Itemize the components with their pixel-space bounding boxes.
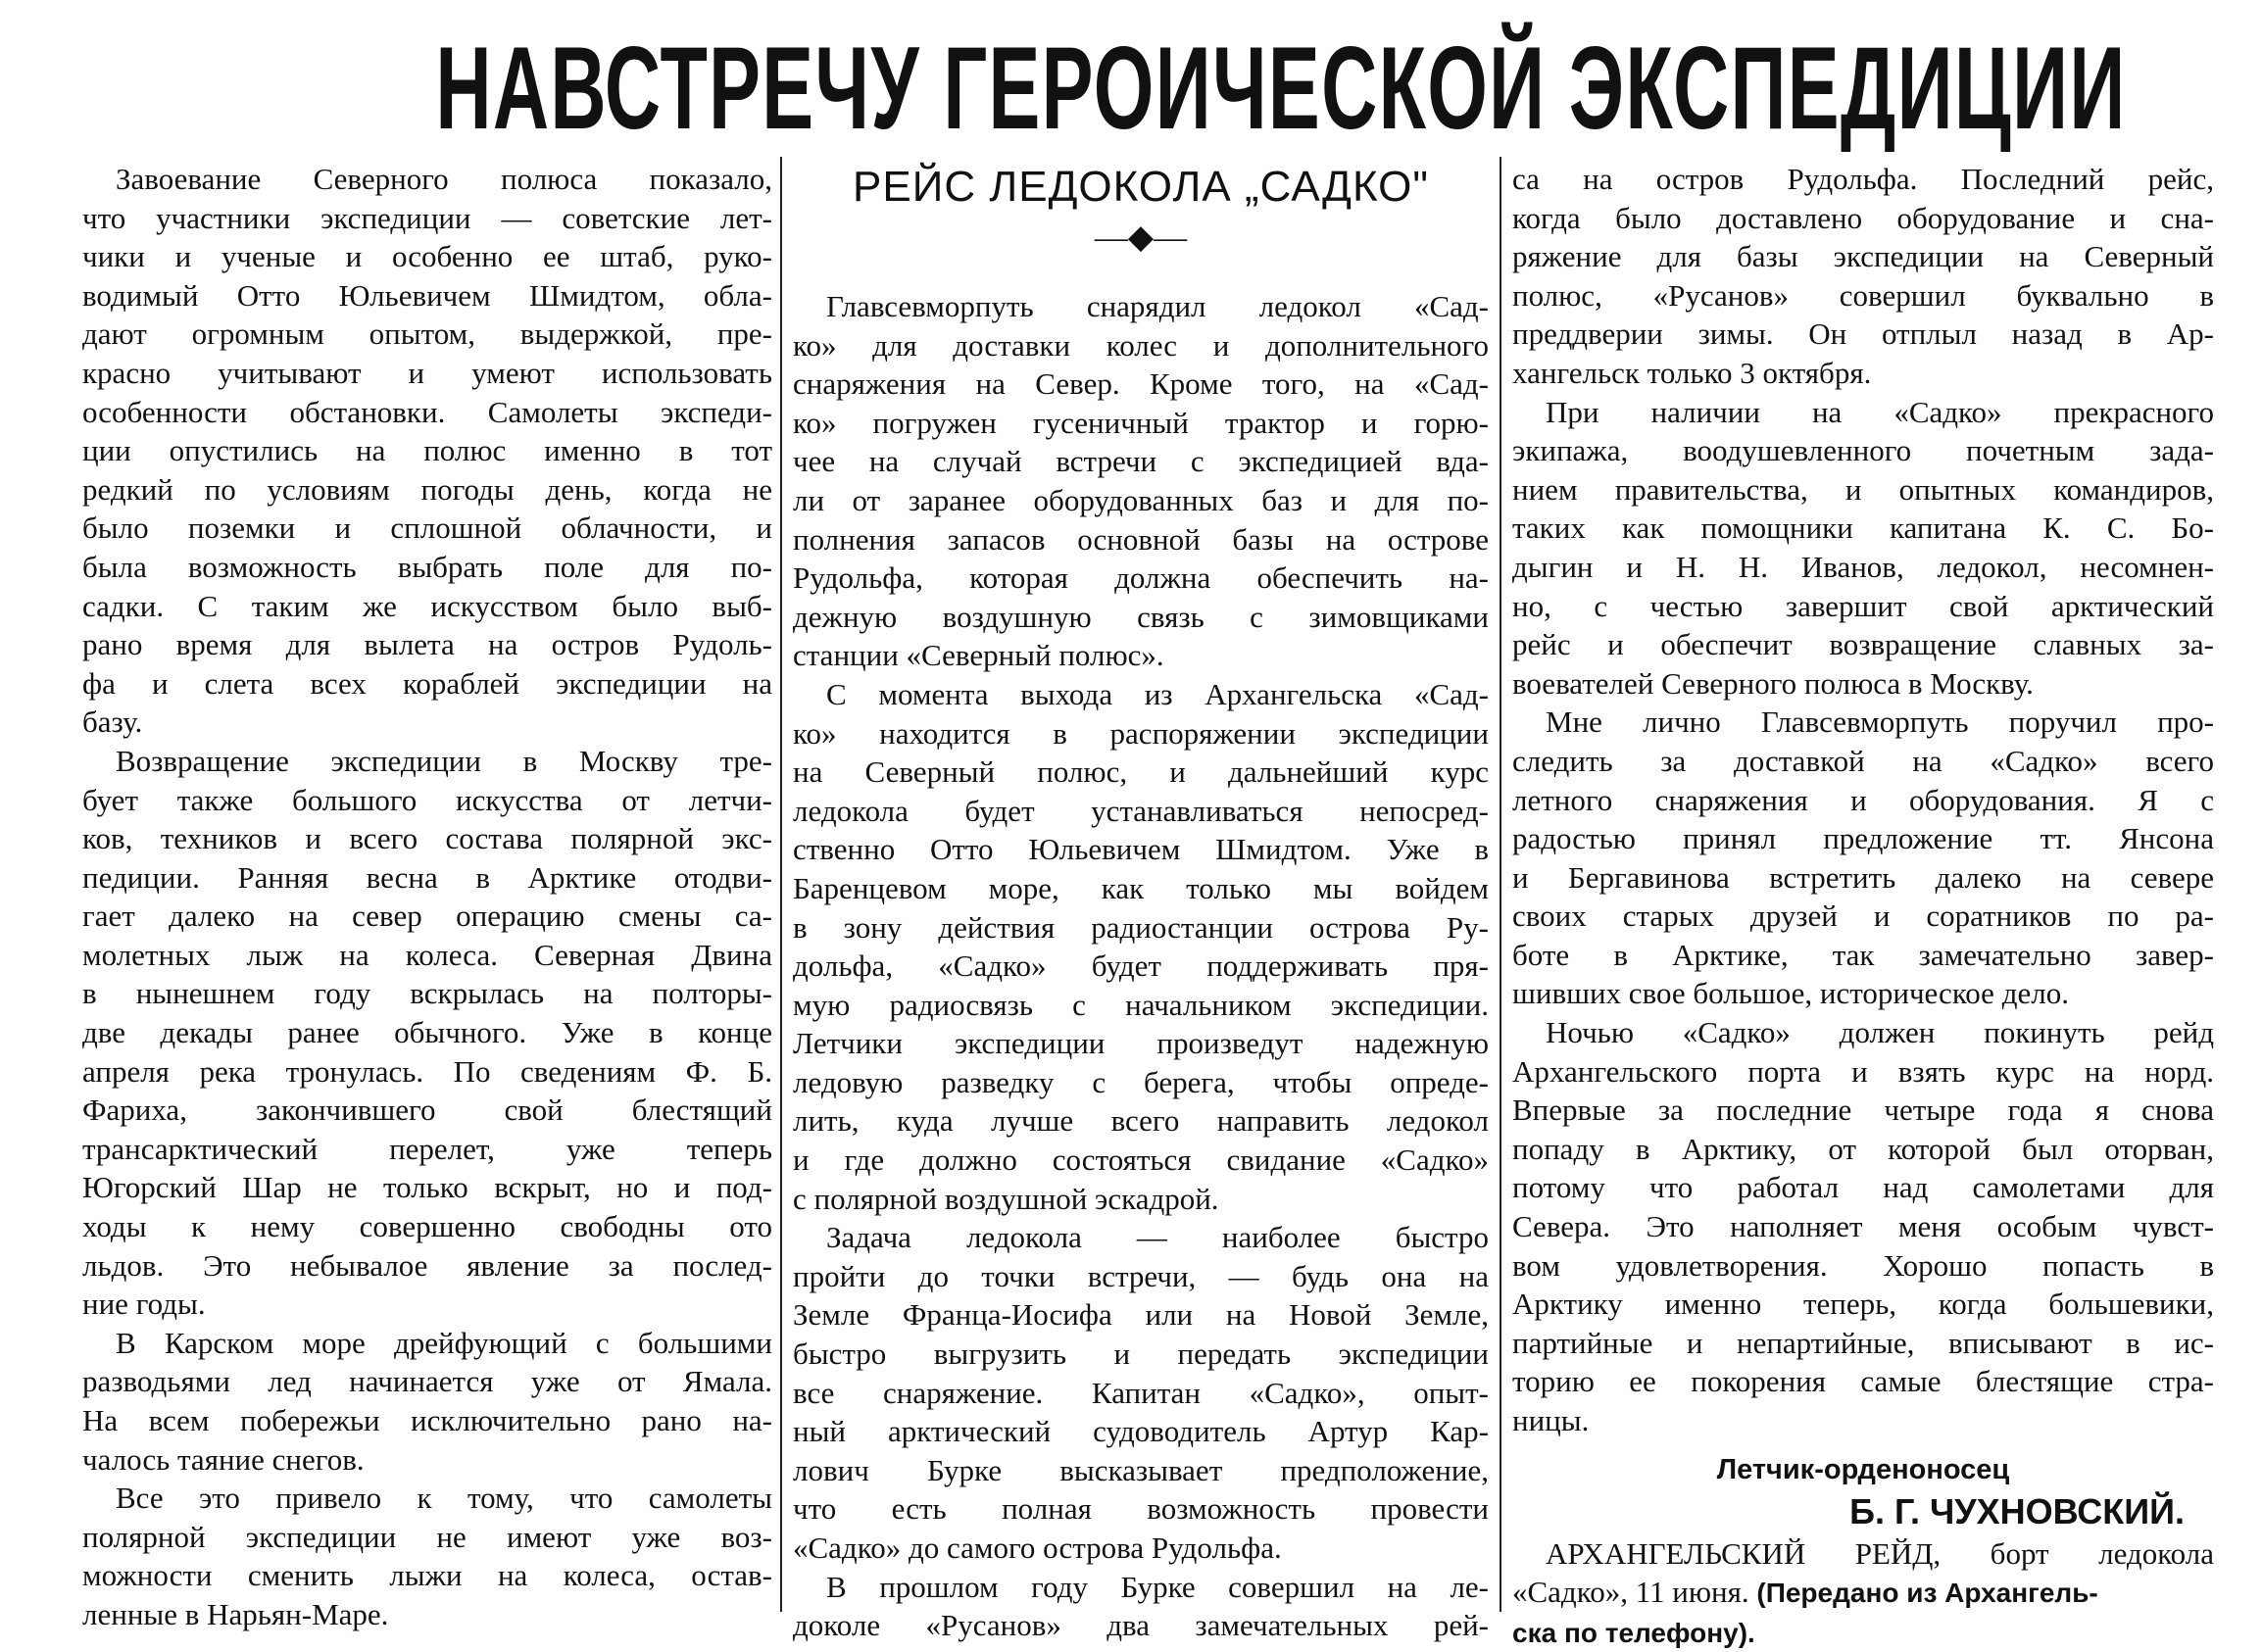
text-line: Югорский Шар не только вскрыт, но и под-: [82, 1170, 772, 1205]
dateline-line: [1512, 1613, 2214, 1652]
dateline-date: «Садко», 11 июня.: [1512, 1575, 1757, 1610]
dateline-line: АРХАНГЕЛЬСКИЙ РЕЙД, борт ледокола: [1546, 1535, 2214, 1571]
text-line: летного снаряжения и оборудования. Я с: [1512, 782, 2214, 817]
text-line: дыгин и Н. Н. Иванов, ледокол, несомнен-: [1512, 549, 2214, 584]
text-line: лович Бурке высказывает предположение,: [793, 1452, 1489, 1487]
text-line: была возможность выбрать поле для по-: [82, 549, 772, 584]
text-line: таких как помощники капитана К. С. Бо-: [1512, 510, 2214, 546]
text-line: ко» находится в распоряжении экспедиции: [793, 715, 1489, 751]
text-line: Ночью «Садко» должен покинуть рейд: [1546, 1015, 2214, 1050]
text-line: доколе «Русанов» два замечательных рей-: [793, 1608, 1489, 1643]
dateline-note: ска по телефону).: [1512, 1617, 1755, 1648]
text-line: са на остров Рудольфа. Последний рейс,: [1512, 162, 2214, 196]
text-line: и где должно состояться свидание «Садко»: [793, 1142, 1489, 1178]
text-line: можности сменить лыжи на колеса, остав-: [82, 1558, 772, 1593]
text-line: дают огромным опытом, выдержкой, пре-: [82, 316, 772, 352]
text-line: Фариха, закончившего свой блестящий: [82, 1093, 772, 1128]
column-3: [1512, 160, 2214, 1652]
article-paragraph: [1512, 160, 2214, 393]
text-line: Земле Франца-Иосифа или на Новой Земле,: [793, 1297, 1489, 1333]
text-line: ции опустились на полюс именно в тот: [82, 433, 772, 468]
text-line: ряжение для базы экспедиции на Северный: [1512, 239, 2214, 274]
headline: [0, 23, 2262, 154]
text-line: редкий по условиям погоды день, когда не: [82, 471, 772, 507]
text-line: В Карском море дрейфующий с большими: [116, 1325, 772, 1360]
text-line: в зону действия радиостанции острова Ру-: [793, 909, 1489, 945]
text-line: попаду в Арктику, от которой был оторван,: [1512, 1131, 2214, 1166]
text-line: с полярной воздушной эскадрой.: [793, 1181, 1219, 1216]
article-paragraph: [793, 287, 1489, 675]
text-line: снаряжения на Север. Кроме того, на «Сад-: [793, 366, 1489, 402]
article-paragraph: [82, 160, 772, 742]
text-line: ственно Отто Юльевичем Шмидтом. Уже в: [793, 832, 1489, 867]
article-paragraph: [1512, 1013, 2214, 1440]
text-line: ко» для доставки колес и дополнительного: [793, 327, 1489, 363]
text-line: разводьями лед начинается уже от Ямала.: [82, 1364, 772, 1399]
text-line: полюс, «Русанов» совершил буквально в: [1512, 277, 2214, 313]
text-line: ко» погружен гусеничный трактор и горю-: [793, 405, 1489, 440]
article-paragraph: [1512, 393, 2214, 704]
text-line: боте в Арктике, так замечательно завер-: [1512, 937, 2214, 972]
text-line: партийные и непартийные, вписывают в ис-: [1512, 1325, 2214, 1360]
text-line: педиции. Ранняя весна в Арктике отодви-: [82, 859, 772, 895]
author-name: Б. Г. ЧУХНОВСКИЙ.: [1849, 1490, 2185, 1531]
text-line: мую радиосвязь с начальником экспедиции.: [793, 987, 1489, 1022]
text-line: Архангельского порта и взять курс на норд.: [1512, 1053, 2214, 1089]
article-paragraph: [1512, 703, 2214, 1013]
dateline: [1512, 1534, 2214, 1652]
text-line: шивших свое большое, историческое дело.: [1512, 976, 2069, 1011]
text-line: ходы к нему совершенно свободны ото: [82, 1209, 772, 1244]
text-line: рейс и обеспечит возвращение славных за-: [1512, 627, 2214, 662]
text-line: станции «Северный полюс».: [793, 638, 1164, 673]
text-line: хангельск только 3 октября.: [1512, 355, 1872, 390]
text-line: С момента выхода из Архангельска «Сад-: [826, 676, 1489, 711]
text-line: Возвращение экспедиции в Москву тре-: [116, 743, 772, 778]
text-line: полнения запасов основной базы на острове: [793, 521, 1489, 557]
dateline-line: [1512, 1573, 2214, 1613]
article-paragraph: [82, 1324, 772, 1479]
text-line: в нынешнем году вскрылась на полторы-: [82, 976, 772, 1011]
text-line: апреля река тронулась. По сведениям Ф. Б.: [82, 1053, 772, 1089]
text-line: Мне лично Главсевморпуть поручил про-: [1546, 705, 2214, 740]
text-line: Арктику именно теперь, когда большевики,: [1512, 1287, 2214, 1322]
text-line: льдов. Это небывалое явление за послед-: [82, 1247, 772, 1283]
article-paragraph: [793, 1568, 1489, 1645]
text-line: все снаряжение. Капитан «Садко», опыт-: [793, 1375, 1489, 1410]
text-line: Задача ледокола — наиболее быстро: [826, 1220, 1489, 1255]
text-line: ницы.: [1512, 1403, 1590, 1437]
text-line: ледовую разведку с берега, чтобы опреде-: [793, 1064, 1489, 1099]
text-line: и Бергавинова встретить далеко на севере: [1512, 859, 2214, 895]
text-line: гает далеко на север операцию смены са-: [82, 899, 772, 934]
text-line: В прошлом году Бурке совершил на ле-: [826, 1569, 1489, 1604]
text-line: дежную воздушную связь с зимовщиками: [793, 599, 1489, 634]
article-paragraph: [82, 1479, 772, 1633]
column-1: [82, 160, 772, 1634]
column-rule: [780, 157, 782, 1612]
text-line: на Северный полюс, и дальнейший курс: [793, 754, 1489, 790]
text-line: особенности обстановки. Самолеты экспеди-: [82, 394, 772, 429]
column-rule: [1500, 157, 1501, 1612]
text-line: рано время для вылета на остров Рудоль-: [82, 627, 772, 662]
text-line: бует также большого искусства от летчи-: [82, 782, 772, 817]
text-line: полярной экспедиции не имеют уже воз-: [82, 1519, 772, 1554]
text-line: Баренцевом море, как только мы войдем: [793, 870, 1489, 905]
diamond-ornament-icon: —◆—: [1094, 219, 1188, 256]
text-line: чалось таяние снегов.: [82, 1441, 365, 1477]
headline-text: НАВСТРЕЧУ ГЕРОИЧЕСКОЙ ЭКСПЕДИЦИИ: [435, 23, 2127, 154]
text-line: ние годы.: [82, 1287, 206, 1322]
text-line: ледокола будет устанавливаться непосред-: [793, 793, 1489, 828]
column-2: [793, 160, 1489, 1645]
text-line: было поземки и сплошной облачности, и: [82, 510, 772, 546]
text-line: фа и слета всех кораблей экспедиции на: [82, 665, 772, 701]
text-line: дольфа, «Садко» будет поддерживать пря-: [793, 948, 1489, 984]
text-line: но, с честью завершит свой арктический: [1512, 588, 2214, 623]
text-line: Севера. Это наполняет меня особым чувст-: [1512, 1209, 2214, 1244]
text-line: «Садко» до самого острова Рудольфа.: [793, 1531, 1282, 1565]
text-line: пройти до точки встречи, — будь она на: [793, 1258, 1489, 1293]
text-line: молетных лыж на колеса. Северная Двина: [82, 937, 772, 972]
text-line: две декады ранее обычного. Уже в конце: [82, 1015, 772, 1050]
subheadline: РЕЙС ЛЕДОКОЛА „САДКО": [853, 163, 1429, 211]
text-line: торию ее покорения самые блестящие стра-: [1512, 1364, 2214, 1399]
text-line: что есть полная возможность провести: [793, 1491, 1489, 1527]
author-title: Летчик-орденоносец: [1716, 1453, 2010, 1485]
text-line: ленные в Нарьян-Маре.: [82, 1596, 389, 1631]
text-line: что участники экспедиции — советские лет-: [82, 200, 772, 235]
text-line: водимый Отто Юльевичем Шмидтом, обла-: [82, 277, 772, 313]
text-line: базу.: [82, 705, 143, 740]
text-line: своих старых друзей и соратников по ра-: [1512, 899, 2214, 934]
text-line: потому что работал над самолетами для: [1512, 1170, 2214, 1205]
text-line: быстро выгрузить и передать экспедиции: [793, 1336, 1489, 1372]
text-line: вом удовлетворения. Хорошо попасть в: [1512, 1247, 2214, 1283]
text-line: Рудольфа, которая должна обеспечить на-: [793, 560, 1489, 596]
text-line: нием правительства, и опытных командиров,: [1512, 471, 2214, 507]
text-line: радостью принял предложение тт. Янсона: [1512, 821, 2214, 856]
text-line: трансарктический перелет, уже теперь: [82, 1131, 772, 1166]
text-line: садки. С таким же искусством было выб-: [82, 588, 772, 623]
text-line: чики и ученые и особенно ее штаб, руко-: [82, 239, 772, 274]
text-line: Летчики экспедиции произведут надежную: [793, 1026, 1489, 1061]
text-line: Все это привело к тому, что самолеты: [116, 1481, 772, 1516]
text-line: преддверии зимы. Он отплыл назад в Ар-: [1512, 316, 2214, 352]
text-line: следить за доставкой на «Садко» всего: [1512, 743, 2214, 778]
text-line: красно учитывают и умеют использовать: [82, 355, 772, 390]
article-paragraph: [82, 742, 772, 1324]
text-line: Впервые за последние четыре года я снова: [1512, 1093, 2214, 1128]
text-line: ли от заранее оборудованных баз и для по-: [793, 482, 1489, 517]
article-paragraph: [793, 1218, 1489, 1567]
text-line: экипажа, воодушевленного почетным зада-: [1512, 433, 2214, 468]
text-line: когда было доставлено оборудование и сна-: [1512, 200, 2214, 235]
text-line: Завоевание Северного полюса показало,: [116, 162, 772, 196]
text-line: ков, техников и всего состава полярной экс-: [82, 821, 772, 856]
text-line: Главсевморпуть снарядил ледокол «Сад-: [826, 289, 1489, 323]
text-line: При наличии на «Садко» прекрасного: [1546, 394, 2214, 429]
text-line: воевателей Северного полюса в Москву.: [1512, 665, 2034, 701]
text-line: На всем побережьи исключительно рано на-: [82, 1403, 772, 1437]
text-line: ный арктический судоводитель Артур Кар-: [793, 1414, 1489, 1449]
article-paragraph: [793, 675, 1489, 1218]
dateline-note: (Передано из Архангель-: [1756, 1578, 2098, 1609]
text-line: лить, куда лучше всего направить ледокол: [793, 1103, 1489, 1139]
text-line: чее на случай встречи с экспедицией вда-: [793, 444, 1489, 479]
